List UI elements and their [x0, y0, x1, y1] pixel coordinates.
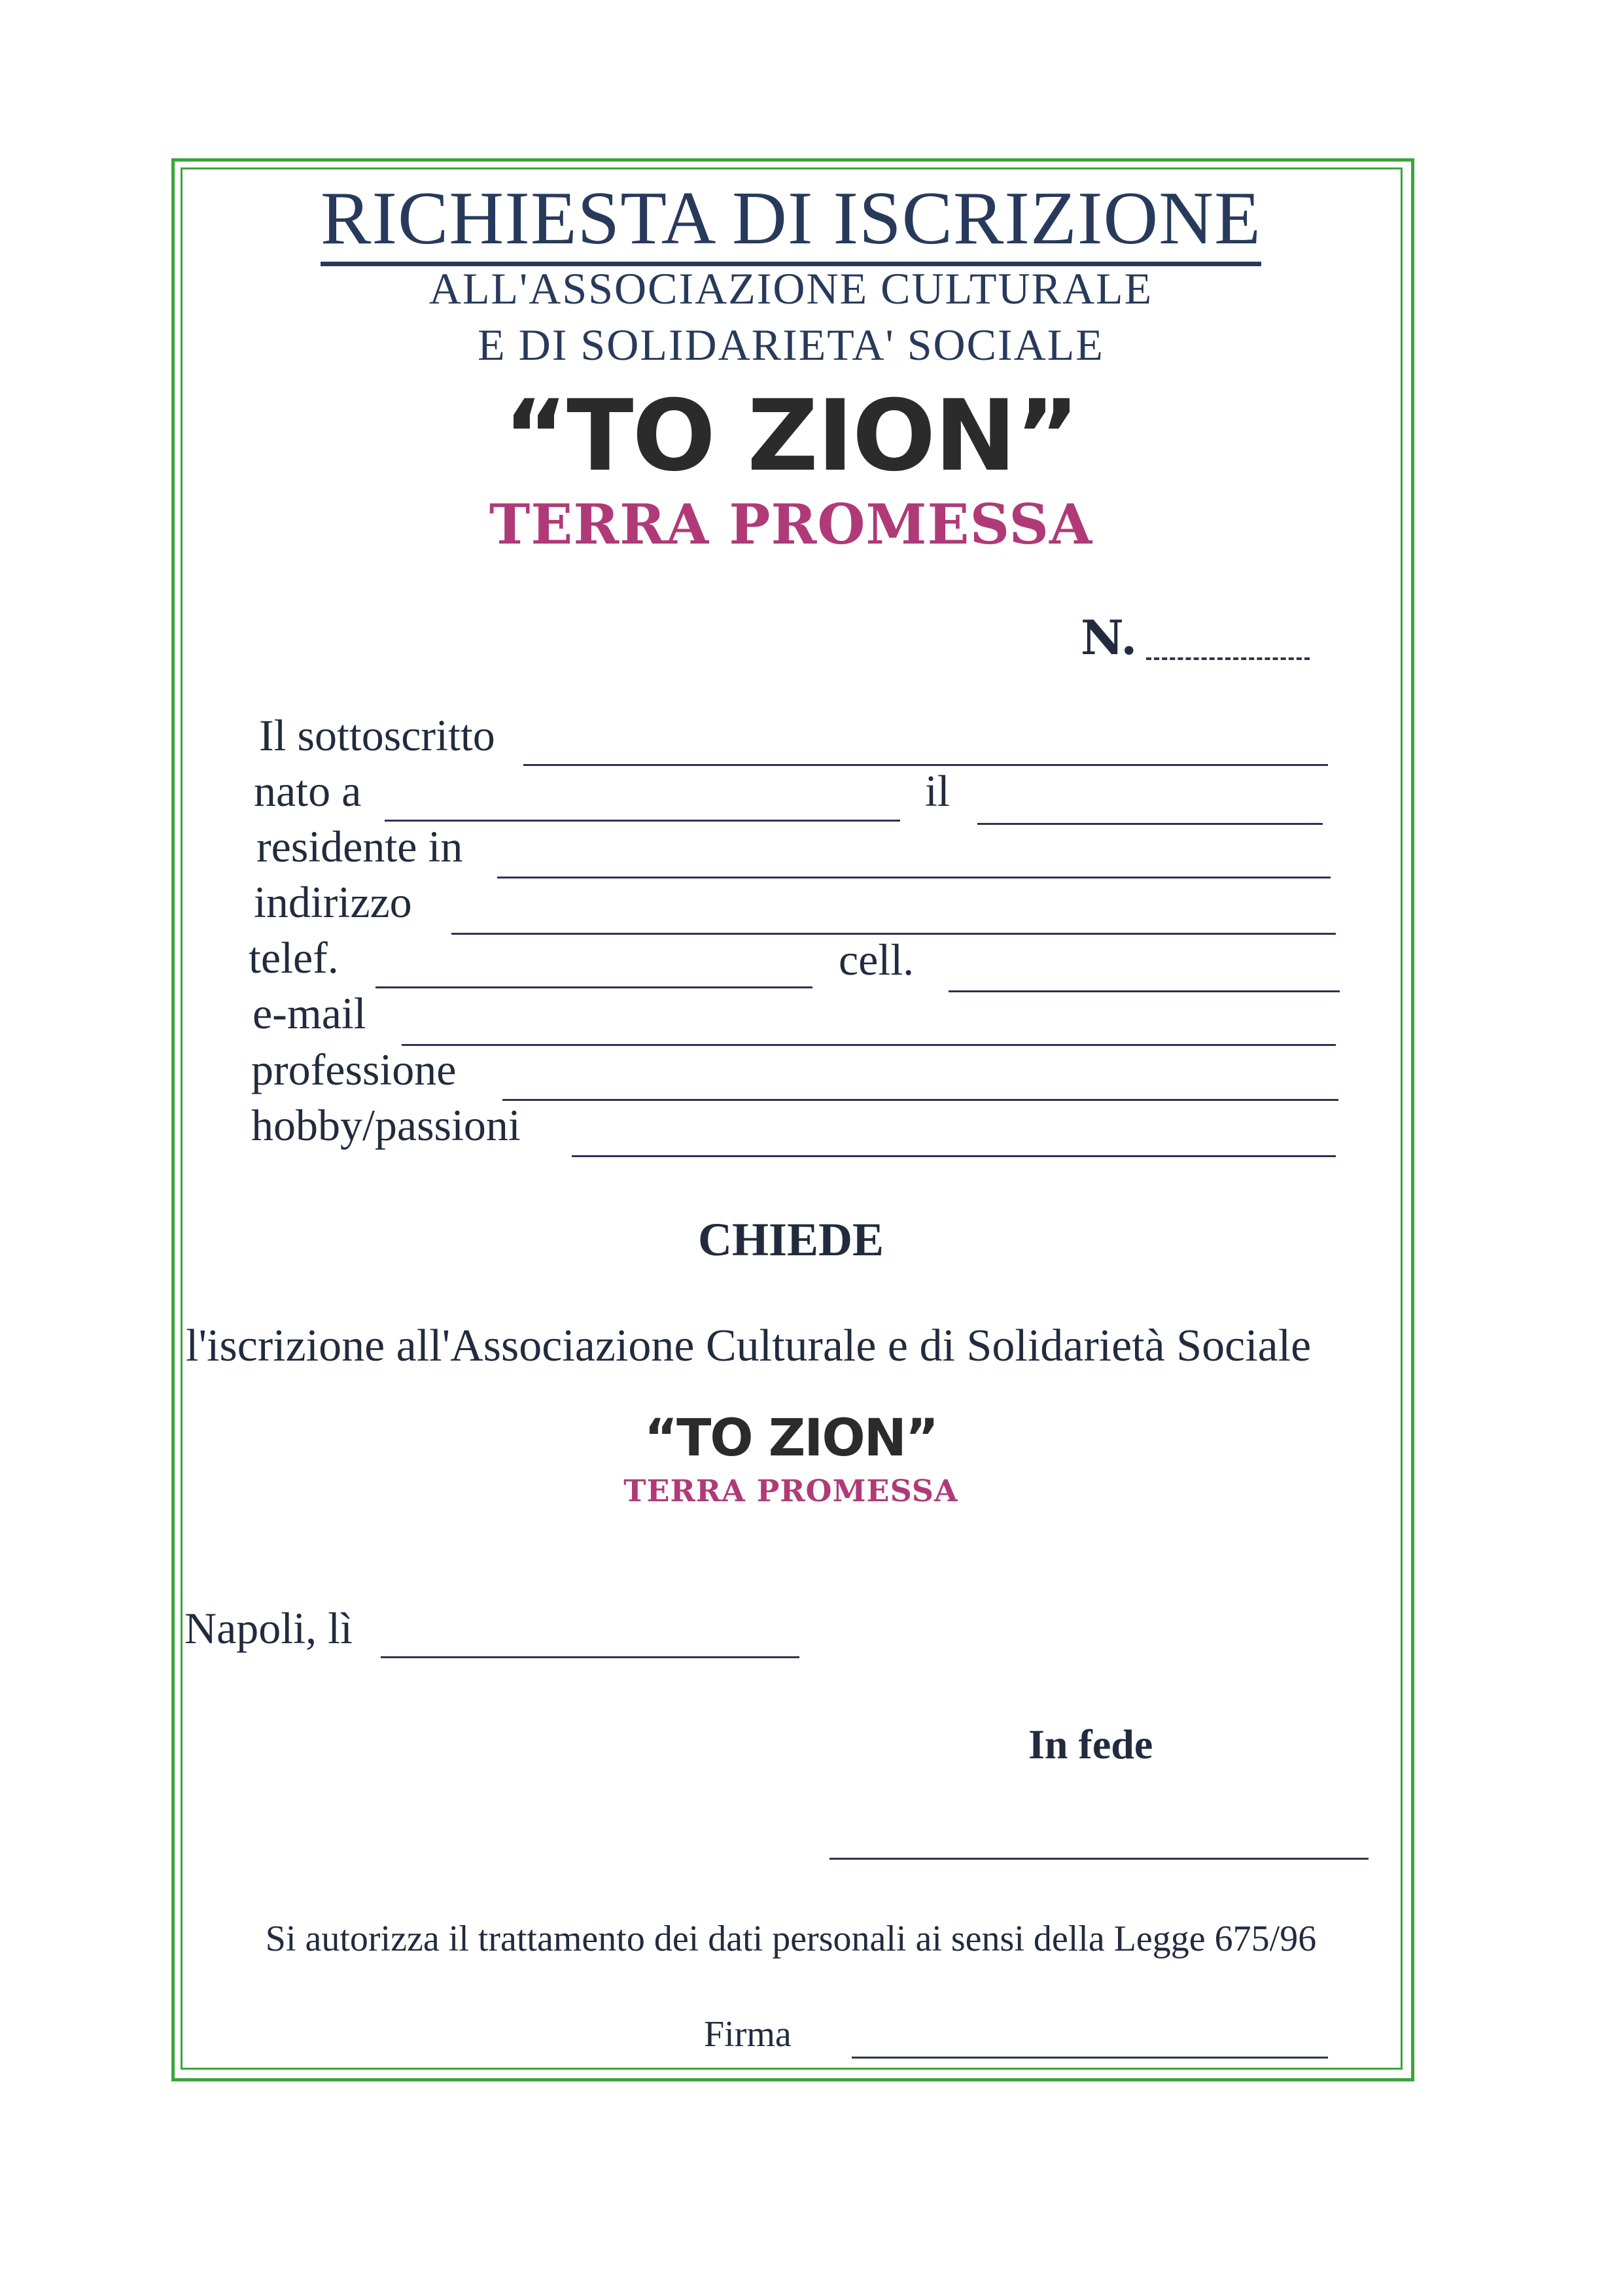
- label-email: e-mail: [253, 988, 366, 1038]
- label-il: il: [925, 766, 950, 816]
- privacy-consent: Si autorizza il trattamento dei dati personali ai sensi della Legge 675/96: [265, 1919, 1317, 1959]
- residente-in-field[interactable]: [497, 877, 1331, 878]
- subtitle-line-2: E DI SOLIDARIETA' SOCIALE: [478, 320, 1104, 370]
- label-cell: cell.: [839, 935, 915, 984]
- request-text: l'iscrizione all'Associazione Culturale e di Solidarietà Sociale: [186, 1321, 1312, 1371]
- label-professione: professione: [251, 1045, 457, 1094]
- data-nascita-field[interactable]: [977, 823, 1323, 825]
- association-subtitle: TERRA PROMESSA: [489, 492, 1093, 557]
- label-residente-in: residente in: [256, 822, 463, 871]
- subtitle-line-1: ALL'ASSOCIAZIONE CULTURALE: [428, 264, 1153, 313]
- label-firma: Firma: [704, 2014, 792, 2055]
- number-field[interactable]: [1146, 657, 1310, 660]
- email-field[interactable]: [402, 1044, 1336, 1046]
- form-title: RICHIESTA DI ISCRIZIONE: [181, 175, 1401, 262]
- association-name: “TO ZION”: [503, 379, 1079, 493]
- signature-field[interactable]: [829, 1858, 1369, 1860]
- request-association-name: “TO ZION”: [644, 1409, 938, 1468]
- professione-field[interactable]: [502, 1099, 1338, 1101]
- label-napoli-li: Napoli, lì: [184, 1603, 353, 1653]
- in-fede-label: In fede: [1028, 1721, 1153, 1767]
- hobby-field[interactable]: [572, 1155, 1336, 1157]
- chiede-heading: CHIEDE: [697, 1213, 884, 1266]
- number-label: N.: [1081, 610, 1138, 665]
- date-field[interactable]: [381, 1656, 799, 1658]
- request-association-subtitle: TERRA PROMESSA: [623, 1473, 958, 1508]
- label-sottoscritto: Il sottoscritto: [259, 710, 495, 760]
- label-hobby: hobby/passioni: [251, 1100, 521, 1150]
- privacy-signature-field[interactable]: [852, 2057, 1328, 2059]
- label-indirizzo: indirizzo: [254, 877, 412, 927]
- label-telef: telef.: [249, 933, 339, 983]
- label-nato-a: nato a: [254, 766, 362, 816]
- telef-field[interactable]: [375, 986, 812, 988]
- cell-field[interactable]: [949, 990, 1340, 992]
